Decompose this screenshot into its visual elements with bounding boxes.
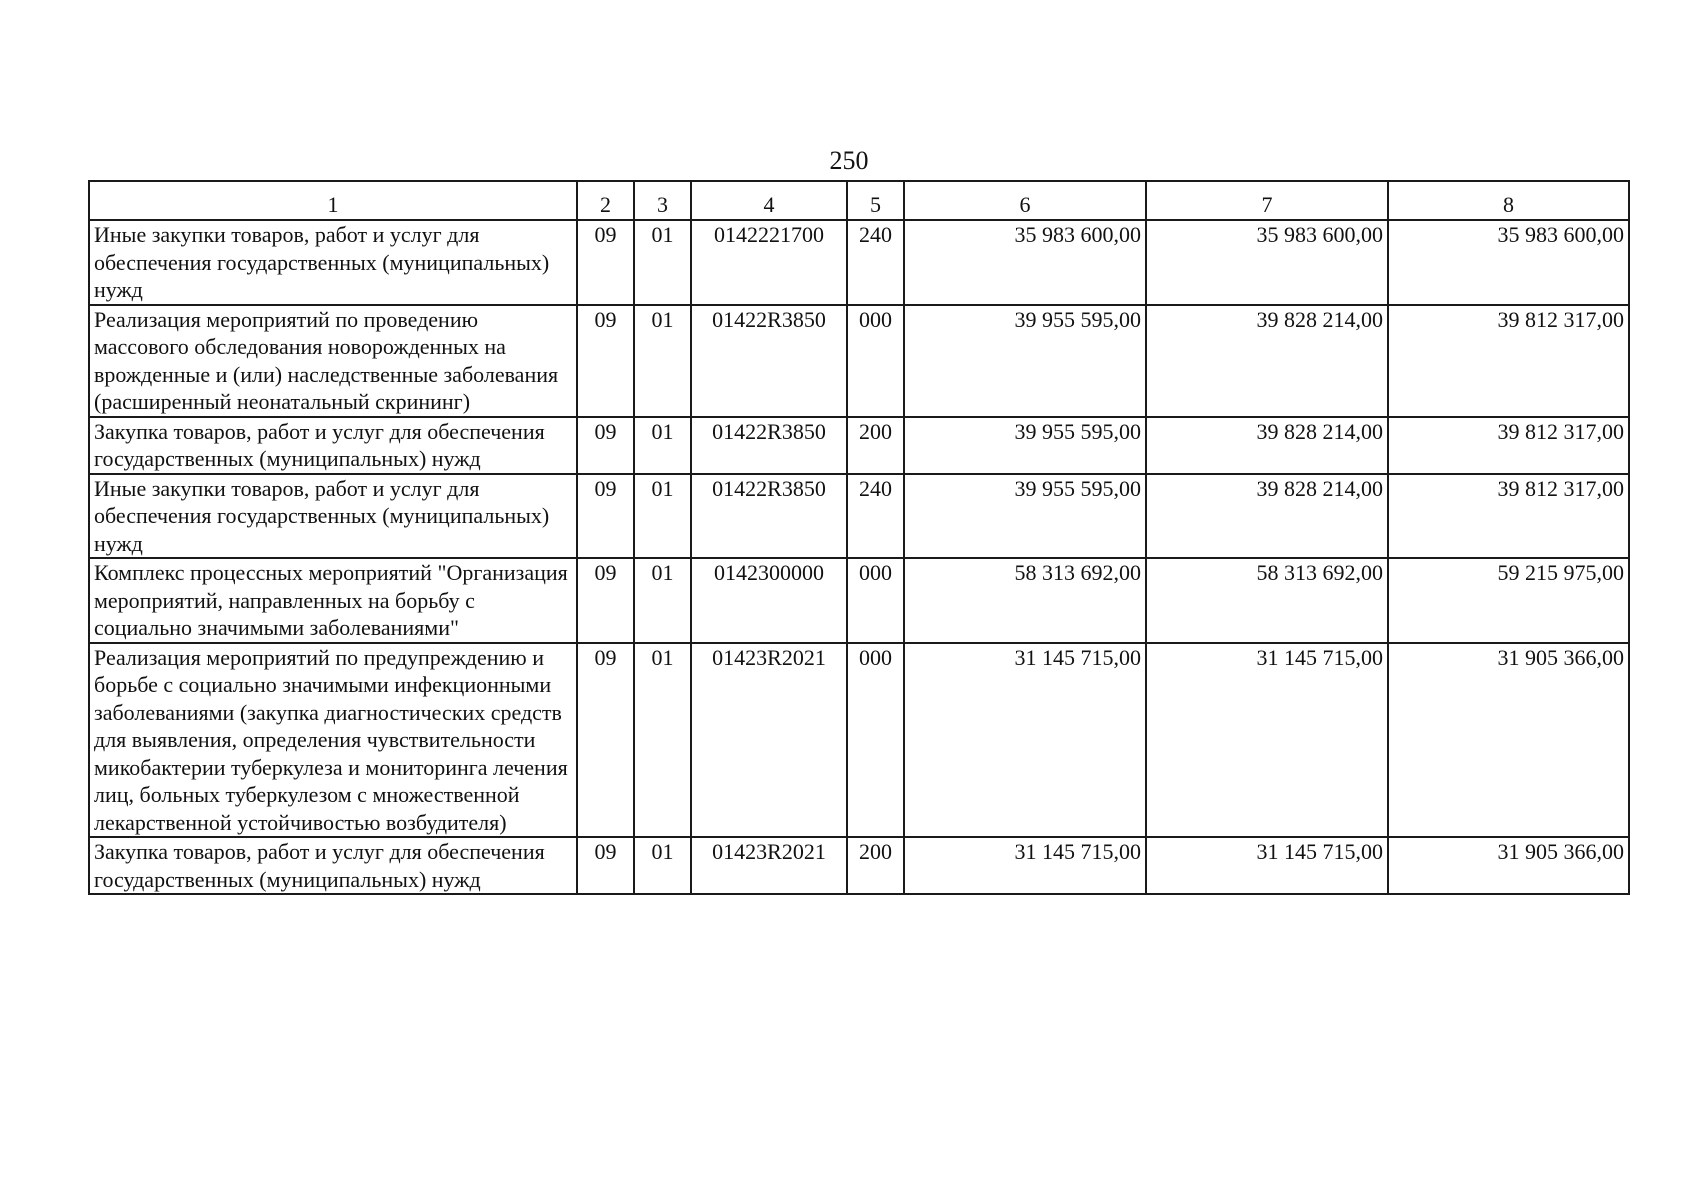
amount-col-7: 39 828 214,00 (1146, 305, 1388, 417)
amount-col-6: 35 983 600,00 (904, 220, 1146, 305)
column-header: 8 (1388, 181, 1629, 220)
amount-col-8: 39 812 317,00 (1388, 305, 1629, 417)
subsection-code: 01 (634, 558, 691, 643)
expense-name: Реализация мероприятий по предупреждению и борьбе с социально значимыми инфекционными заболеваниями (закупка диагностических средств для выявления, определения чувствительности микобактерии туберкулеза и мониторинга лечения лиц, больных туберкулезом с множественной лекарственной устойчивостью возбудителя) (89, 643, 577, 838)
subsection-code: 01 (634, 643, 691, 838)
amount-col-8: 31 905 366,00 (1388, 837, 1629, 894)
column-header: 4 (691, 181, 847, 220)
amount-col-7: 39 828 214,00 (1146, 474, 1388, 559)
expense-type-code: 000 (847, 305, 904, 417)
table-row (89, 837, 1629, 894)
target-article-code: 01423R2021 (691, 837, 847, 894)
expense-type-code: 000 (847, 643, 904, 838)
amount-col-8: 39 812 317,00 (1388, 474, 1629, 559)
section-code: 09 (577, 305, 634, 417)
table-row (89, 417, 1629, 474)
target-article-code: 0142221700 (691, 220, 847, 305)
expense-type-code: 200 (847, 417, 904, 474)
column-header: 7 (1146, 181, 1388, 220)
column-header: 2 (577, 181, 634, 220)
amount-col-7: 31 145 715,00 (1146, 643, 1388, 838)
subsection-code: 01 (634, 220, 691, 305)
target-article-code: 01422R3850 (691, 474, 847, 559)
expense-name: Иные закупки товаров, работ и услуг для обеспечения государственных (муниципальных) нужд (89, 474, 577, 559)
amount-col-8: 39 812 317,00 (1388, 417, 1629, 474)
amount-col-6: 39 955 595,00 (904, 474, 1146, 559)
section-code: 09 (577, 474, 634, 559)
amount-col-6: 39 955 595,00 (904, 417, 1146, 474)
expense-name: Комплекс процессных мероприятий "Организация мероприятий, направленных на борьбу с социально значимыми заболеваниями" (89, 558, 577, 643)
expense-name: Реализация мероприятий по проведению массового обследования новорожденных на врожденные и (или) наследственные заболевания (расширенный неонатальный скрининг) (89, 305, 577, 417)
amount-col-7: 31 145 715,00 (1146, 837, 1388, 894)
amount-col-8: 31 905 366,00 (1388, 643, 1629, 838)
expense-name: Иные закупки товаров, работ и услуг для обеспечения государственных (муниципальных) нужд (89, 220, 577, 305)
amount-col-6: 39 955 595,00 (904, 305, 1146, 417)
target-article-code: 01422R3850 (691, 417, 847, 474)
amount-col-6: 31 145 715,00 (904, 837, 1146, 894)
amount-col-7: 35 983 600,00 (1146, 220, 1388, 305)
budget-table (88, 180, 1630, 895)
subsection-code: 01 (634, 305, 691, 417)
section-code: 09 (577, 558, 634, 643)
expense-type-code: 240 (847, 474, 904, 559)
column-header: 1 (89, 181, 577, 220)
amount-col-8: 59 215 975,00 (1388, 558, 1629, 643)
expense-name: Закупка товаров, работ и услуг для обеспечения государственных (муниципальных) нужд (89, 837, 577, 894)
target-article-code: 0142300000 (691, 558, 847, 643)
section-code: 09 (577, 643, 634, 838)
subsection-code: 01 (634, 837, 691, 894)
target-article-code: 01423R2021 (691, 643, 847, 838)
subsection-code: 01 (634, 417, 691, 474)
expense-type-code: 200 (847, 837, 904, 894)
amount-col-7: 58 313 692,00 (1146, 558, 1388, 643)
expense-type-code: 240 (847, 220, 904, 305)
amount-col-6: 58 313 692,00 (904, 558, 1146, 643)
table-row (89, 220, 1629, 305)
table-row (89, 558, 1629, 643)
table-row (89, 474, 1629, 559)
table-row (89, 305, 1629, 417)
section-code: 09 (577, 220, 634, 305)
section-code: 09 (577, 417, 634, 474)
column-header: 6 (904, 181, 1146, 220)
column-header: 5 (847, 181, 904, 220)
target-article-code: 01422R3850 (691, 305, 847, 417)
subsection-code: 01 (634, 474, 691, 559)
column-header: 3 (634, 181, 691, 220)
amount-col-7: 39 828 214,00 (1146, 417, 1388, 474)
page-number: 250 (829, 146, 869, 175)
expense-type-code: 000 (847, 558, 904, 643)
table-row (89, 643, 1629, 838)
amount-col-6: 31 145 715,00 (904, 643, 1146, 838)
amount-col-8: 35 983 600,00 (1388, 220, 1629, 305)
expense-name: Закупка товаров, работ и услуг для обеспечения государственных (муниципальных) нужд (89, 417, 577, 474)
section-code: 09 (577, 837, 634, 894)
header-row (89, 181, 1629, 220)
